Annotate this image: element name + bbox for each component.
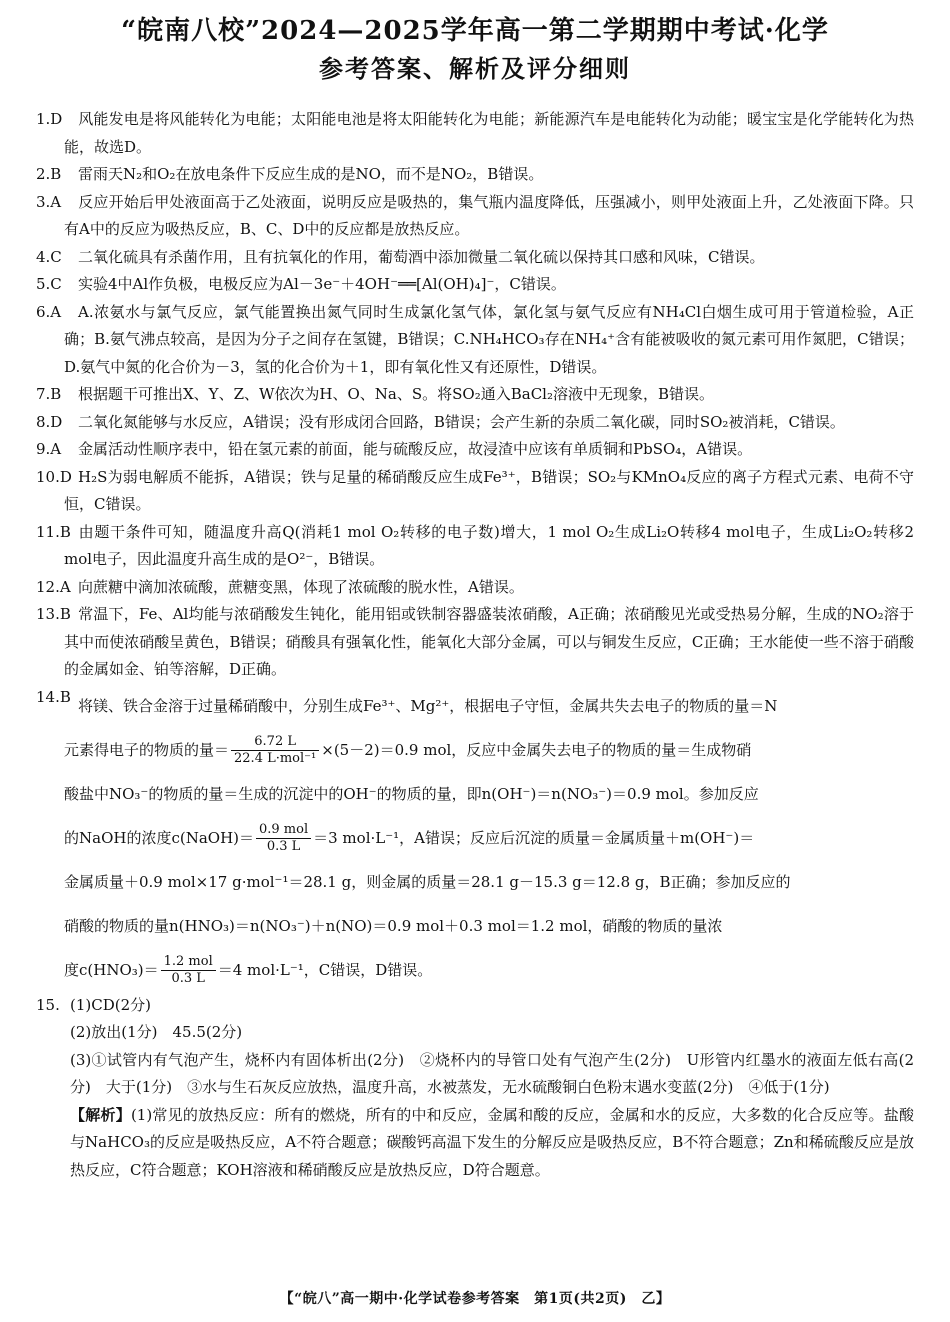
answer-text: 金属质量＋0.9 mol×17 g·mol⁻¹＝28.1 g，则金属的质量＝28.1 g－15.3 g＝12.8 g，B正确；参加反应的 bbox=[64, 872, 791, 891]
analysis-text: (1)常见的放热反应：所有的燃烧，所有的中和反应，金属和酸的反应，金属和水的反应，大多数的化合反应等。盐酸与NaHCO₃的反应是吸热反应，A不符合题意；碳酸钙高温下发生的分解反应是吸热反应，B不符合题意；Zn和稀硫酸反应是放热反应，C符合题意；KOH溶液和稀硝酸反应是放热反应，D符合题意。 bbox=[70, 1105, 914, 1179]
fraction-numerator: 0.9 mol bbox=[256, 822, 311, 839]
answer-text: ＝3 mol·L⁻¹，A错误；反应后沉淀的质量＝金属质量＋m(OH⁻)＝ bbox=[313, 828, 755, 847]
fraction-naoh bbox=[256, 822, 311, 855]
answer-text: 实验4中Al作负极，电极反应为Al－3e⁻＋4OH⁻══[Al(OH)₄]⁻，C错误。 bbox=[78, 275, 566, 293]
sub-answer-2: (2)放出(1分) 45.5(2分) bbox=[70, 1023, 243, 1041]
fraction-numerator: 1.2 mol bbox=[161, 954, 216, 971]
answer-item-4 bbox=[36, 244, 914, 272]
answer-text: 硝酸的物质的量n(HNO₃)＝n(NO₃⁻)＋n(NO)＝0.9 mol＋0.3 mol＝1.2 mol，硝酸的物质的量浓 bbox=[64, 916, 723, 935]
answer-number: 2.B bbox=[36, 165, 62, 183]
answer-item-13 bbox=[36, 601, 914, 684]
answer-text: 度c(HNO₃)＝ bbox=[64, 960, 159, 979]
answer-text: 根据题干可推出X、Y、Z、W依次为H、O、Na、S。将SO₂通入BaCl₂溶液中无现象，B错误。 bbox=[78, 385, 715, 403]
answer-text: 向蔗糖中滴加浓硫酸，蔗糖变黑，体现了浓硫酸的脱水性，A错误。 bbox=[78, 577, 524, 596]
page-title: “皖南八校”2024—2025学年高一第二学期期中考试·化学 bbox=[121, 16, 829, 46]
analysis-tag: 【解析】 bbox=[70, 1105, 131, 1124]
answer-text: 二氧化氮能够与水反应，A错误；没有形成闭合回路，B错误；会产生新的杂质二氧化碳，同时SO₂被消耗，C错误。 bbox=[78, 412, 845, 431]
answer-number: 15. bbox=[36, 995, 60, 1014]
answer-item-8 bbox=[36, 409, 914, 437]
answer-number: 1.D bbox=[36, 110, 63, 128]
fraction-volume bbox=[231, 734, 319, 767]
answer-item-3 bbox=[36, 189, 914, 244]
answer-text: H₂S为弱电解质不能拆，A错误；铁与足量的稀硝酸反应生成Fe³⁺，B错误；SO₂与KMnO₄反应的离子方程式元素、电荷不守恒，C错误。 bbox=[64, 467, 914, 513]
answer-text: 二氧化硫具有杀菌作用，且有抗氧化的作用，葡萄酒中添加微量二氧化硫以保持其口感和风味，C错误。 bbox=[78, 247, 765, 266]
answer-item-6 bbox=[36, 299, 914, 382]
answer-item-10 bbox=[36, 464, 914, 519]
answer-item-12 bbox=[36, 574, 914, 602]
fraction-denominator: 0.3 L bbox=[171, 971, 205, 986]
answer-number: 4.C bbox=[36, 247, 62, 266]
answer-number: 10.D bbox=[36, 467, 72, 486]
fraction-hno3 bbox=[161, 954, 216, 987]
answer-item-11 bbox=[36, 519, 914, 574]
answer-item-7 bbox=[36, 381, 914, 409]
answer-number: 8.D bbox=[36, 412, 63, 431]
fraction-denominator: 0.3 L bbox=[266, 839, 301, 854]
fraction-denominator: 22.4 L·mol⁻¹ bbox=[234, 751, 317, 766]
answer-text: 反应开始后甲处液面高于乙处液面，说明反应是吸热的，集气瓶内温度降低，压强减小，则甲处液面上升，乙处液面下降。只有A中的反应为吸热反应，B、C、D中的反应都是放热反应。 bbox=[64, 192, 914, 238]
answer-item-15 bbox=[36, 992, 914, 1185]
answer-number: 13.B bbox=[36, 605, 71, 623]
answer-text: 将镁、铁合金溶于过量稀硝酸中，分别生成Fe³⁺、Mg²⁺，根据电子守恒，金属共失去电子的物质的量＝N bbox=[78, 696, 778, 715]
answer-text: 风能发电是将风能转化为电能；太阳能电池是将太阳能转化为电能；新能源汽车是电能转化为动能；暖宝宝是化学能转化为热能，故选D。 bbox=[64, 110, 914, 156]
answer-text: 常温下，Fe、Al均能与浓硝酸发生钝化，能用铝或铁制容器盛装浓硝酸，A正确；浓硝酸见光或受热易分解，生成的NO₂溶于其中而使浓硝酸呈黄色，B错误；硝酸具有强氧化性，能氧化大部分金属，可以与铜发生反应，C正确；王水能使一些不溶于硝酸的金属如金、铂等溶解，D正确。 bbox=[64, 605, 914, 678]
answer-number: 14.B bbox=[36, 687, 71, 706]
sub-answer-1: (1)CD(2分) bbox=[70, 995, 151, 1014]
answer-text: 的NaOH的浓度c(NaOH)＝ bbox=[64, 828, 254, 847]
sub-answer-3: (3)①试管内有气泡产生，烧杯内有固体析出(2分) ②烧杯内的导管口处有气泡产生(2分) U形管内红墨水的液面左低右高(2分) 大于(1分) ③水与生石灰反应放热，温度升高，水被蒸发，无水硫酸铜白色粉末遇水变蓝(2分) ④低于(1分) bbox=[70, 1050, 914, 1096]
answer-number: 3.A bbox=[36, 192, 62, 211]
answer-text: 金属活动性顺序表中，铅在氢元素的前面，能与硫酸反应，故浸渣中应该有单质铜和PbSO₄，A错误。 bbox=[78, 440, 753, 458]
analysis-paragraph bbox=[64, 1102, 914, 1185]
answer-text: 雷雨天N₂和O₂在放电条件下反应生成的是NO，而不是NO₂，B错误。 bbox=[78, 165, 544, 183]
answer-text: 元素得电子的物质的量＝ bbox=[64, 740, 230, 759]
answer-text: 酸盐中NO₃⁻的物质的量＝生成的沉淀中的OH⁻的物质的量，即n(OH⁻)＝n(NO₃⁻)＝0.9 mol。参加反应 bbox=[64, 784, 759, 803]
answer-item-2 bbox=[36, 161, 914, 189]
answer-item-5 bbox=[36, 271, 914, 299]
answer-text: ＝4 mol·L⁻¹，C错误，D错误。 bbox=[217, 960, 433, 979]
answer-number: 12.A bbox=[36, 577, 71, 596]
answer-item-9 bbox=[36, 436, 914, 464]
answer-item-1 bbox=[36, 106, 914, 161]
answer-item-14 bbox=[36, 684, 914, 992]
page-footer: 【“皖八”高一期中·化学试卷参考答案 第1页(共2页) 乙】 bbox=[279, 1291, 671, 1307]
answer-number: 5.C bbox=[36, 275, 62, 293]
answer-text: ×(5－2)＝0.9 mol，反应中金属失去电子的物质的量＝生成物硝 bbox=[321, 740, 752, 759]
answer-list bbox=[36, 106, 914, 1184]
fraction-numerator: 6.72 L bbox=[231, 734, 319, 751]
page-subtitle: 参考答案、解析及评分细则 bbox=[319, 54, 631, 83]
answer-text: 由题干条件可知，随温度升高Q(消耗1 mol O₂转移的电子数)增大，1 mol O₂生成Li₂O转移4 mol电子，生成Li₂O₂转移2 mol电子，因此温度升高生成的是O²⁻，B错误。 bbox=[64, 522, 914, 568]
answer-text: A.浓氨水与氯气反应，氯气能置换出氮气同时生成氯化氢气体，氯化氢与氨气反应有NH₄Cl白烟生成可用于管道检验，A正确；B.氨气沸点较高，是因为分子之间存在氢键，B错误；C.NH₄HCO₃存在NH₄⁺含有能被吸收的氮元素可用作氮肥，C错误；D.氨气中氮的化合价为－3，氢的化合价为＋1，即有氧化性又有还原性，D错误。 bbox=[64, 302, 914, 376]
answer-number: 9.A bbox=[36, 440, 62, 458]
answer-number: 7.B bbox=[36, 385, 62, 403]
answer-number: 11.B bbox=[36, 522, 71, 541]
answer-number: 6.A bbox=[36, 302, 62, 321]
